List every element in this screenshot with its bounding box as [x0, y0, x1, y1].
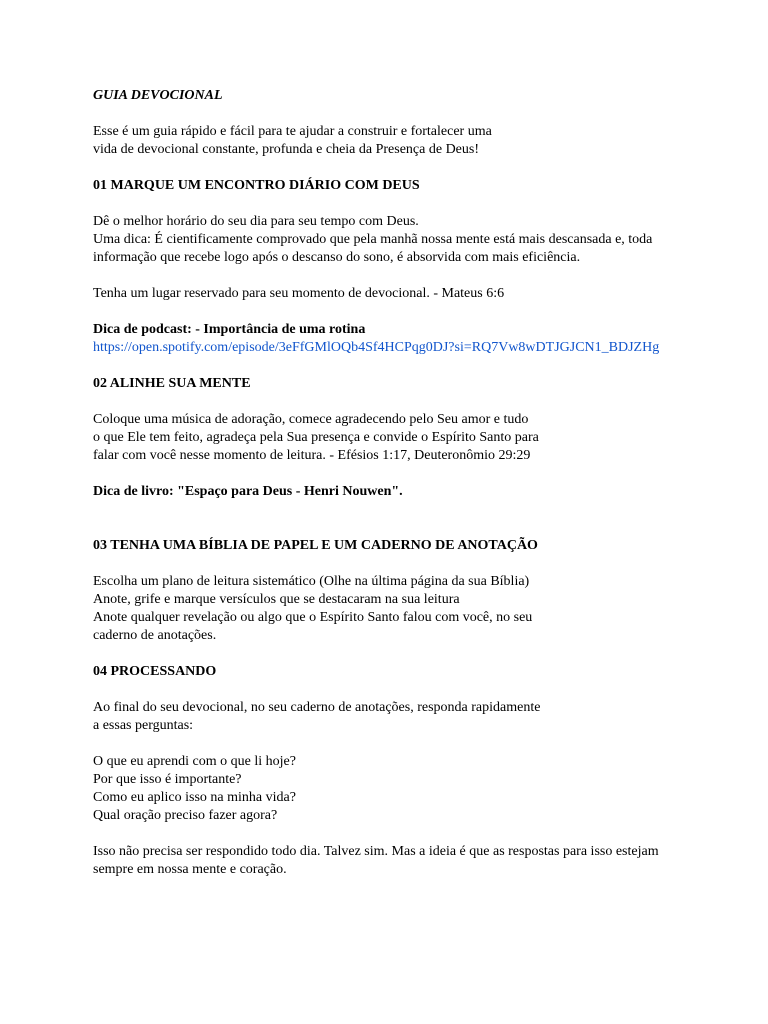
question-item: Qual oração preciso fazer agora? — [93, 808, 278, 823]
spacer — [93, 501, 693, 519]
section-1-place-line: Tenha um lugar reservado para seu momento de devocional. - Mateus 6:6 — [93, 286, 505, 301]
document-page — [93, 87, 693, 879]
section-1-line: Dê o melhor horário do seu dia para seu tempo com Deus. — [93, 214, 419, 229]
section-1-line: informação que recebe logo após o descanso do sono, é absorvida com mais eficiência. — [93, 250, 581, 265]
section-1-line: Uma dica: É cientificamente comprovado que pela manhã nossa mente está mais descansada e, toda — [93, 232, 653, 247]
spacer — [93, 195, 693, 213]
spacer — [93, 159, 693, 177]
spacer — [93, 105, 693, 123]
section-2-line: o que Ele tem feito, agradeça pela Sua presença e convide o Espírito Santo para — [93, 430, 539, 445]
book-tip: Dica de livro: "Espaço para Deus - Henri Nouwen". — [93, 484, 403, 499]
spacer — [93, 303, 693, 321]
spacer — [93, 267, 693, 285]
spacer — [93, 465, 693, 483]
section-2-line: falar com você nesse momento de leitura. - Efésios 1:17, Deuteronômio 29:29 — [93, 448, 531, 463]
section-3-line: Escolha um plano de leitura sistemático (Olhe na última página da sua Bíblia) — [93, 574, 530, 589]
spacer — [93, 519, 693, 537]
section-3-line: caderno de anotações. — [93, 628, 217, 643]
intro-line: Esse é um guia rápido e fácil para te ajudar a construir e fortalecer uma — [93, 124, 492, 139]
section-2-heading: 02 ALINHE SUA MENTE — [93, 376, 251, 391]
section-4-line: Ao final do seu devocional, no seu caderno de anotações, responda rapidamente — [93, 700, 541, 715]
section-2-line: Coloque uma música de adoração, comece agradecendo pelo Seu amor e tudo — [93, 412, 529, 427]
document-title: GUIA DEVOCIONAL — [93, 88, 223, 103]
closing-line: Isso não precisa ser respondido todo dia. Talvez sim. Mas a ideia é que as respostas para isso estejam — [93, 844, 659, 859]
spacer — [93, 555, 693, 573]
spacer — [93, 735, 693, 753]
spacer — [93, 681, 693, 699]
question-item: Por que isso é importante? — [93, 772, 242, 787]
section-3-heading: 03 TENHA UMA BÍBLIA DE PAPEL E UM CADERNO DE ANOTAÇÃO — [93, 538, 538, 553]
section-3-line: Anote qualquer revelação ou algo que o Espírito Santo falou com você, no seu — [93, 610, 533, 625]
section-4-heading: 04 PROCESSANDO — [93, 664, 217, 679]
podcast-link[interactable]: https://open.spotify.com/episode/3eFfGMlOQb4Sf4HCPqg0DJ?si=RQ7Vw8wDTJGJCN1_BDJZHg — [93, 340, 660, 355]
intro-line: vida de devocional constante, profunda e cheia da Presença de Deus! — [93, 142, 480, 157]
podcast-tip-label: Dica de podcast: - Importância de uma rotina — [93, 322, 366, 337]
spacer — [93, 645, 693, 663]
section-4-line: a essas perguntas: — [93, 718, 194, 733]
section-1-heading: 01 MARQUE UM ENCONTRO DIÁRIO COM DEUS — [93, 178, 420, 193]
question-item: Como eu aplico isso na minha vida? — [93, 790, 296, 805]
spacer — [93, 825, 693, 843]
section-3-line: Anote, grife e marque versículos que se destacaram na sua leitura — [93, 592, 460, 607]
spacer — [93, 393, 693, 411]
question-item: O que eu aprendi com o que li hoje? — [93, 754, 296, 769]
spacer — [93, 357, 693, 375]
closing-line: sempre em nossa mente e coração. — [93, 862, 287, 877]
